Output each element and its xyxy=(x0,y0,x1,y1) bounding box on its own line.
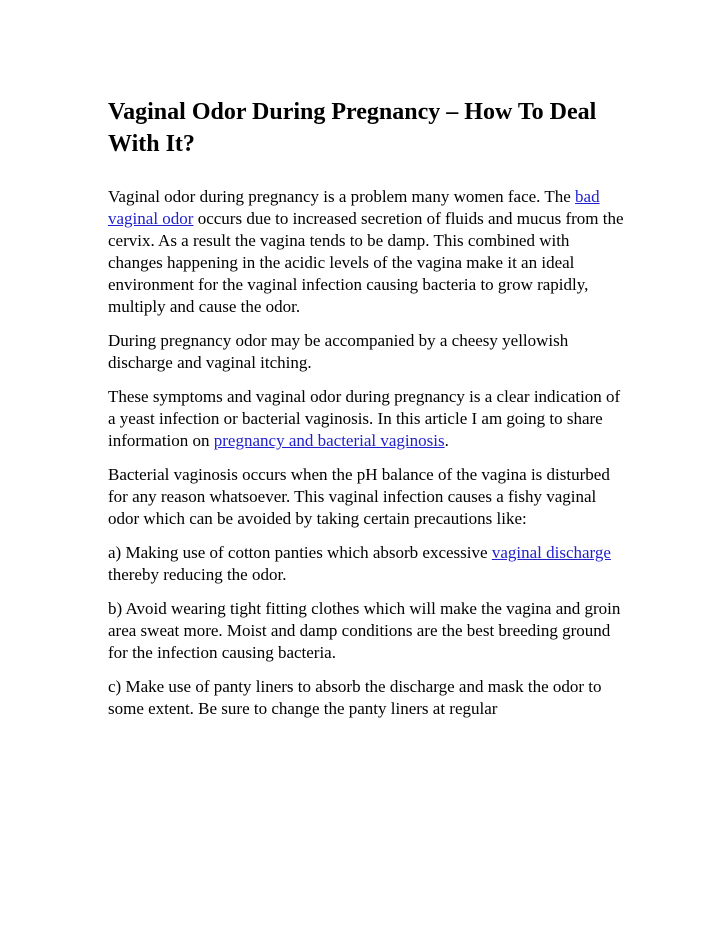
paragraph-symptoms: During pregnancy odor may be accompanied by a cheesy yellowish discharge and vaginal itching. xyxy=(108,331,569,372)
paragraph-text: a) Making use of cotton panties which absorb excessive xyxy=(108,543,492,562)
paragraph-precaution-a xyxy=(108,542,628,586)
paragraph-precaution-c: c) Make use of panty liners to absorb the discharge and mask the odor to some extent. Be sure to change the panty liners at regular xyxy=(108,677,602,718)
paragraph-indication xyxy=(108,386,628,452)
paragraph-text: thereby reducing the odor. xyxy=(108,565,287,584)
paragraph-text: Vaginal odor during pregnancy is a problem many women face. The xyxy=(108,187,576,206)
paragraph-bacterial-vaginosis: Bacterial vaginosis occurs when the pH balance of the vagina is disturbed for any reason whatsoever. This vaginal infection causes a fishy vaginal odor which can be avoided by taking certain precautions like: xyxy=(108,465,610,528)
paragraph-text: . xyxy=(444,431,449,450)
document-page xyxy=(108,96,628,732)
paragraph-precaution-b: b) Avoid wearing tight fitting clothes which will make the vagina and groin area sweat more. Moist and damp conditions are the best breeding ground for the infection causing bacteria. xyxy=(108,599,621,662)
paragraph-text: occurs due to increased secretion of fluids and mucus from the cervix. As a result the vagina tends to be damp. This combined with changes happening in the acidic levels of the vagina make it an ideal environment for the vaginal infection causing bacteria to grow rapidly, multiply and cause the odor. xyxy=(108,209,624,316)
article-title: Vaginal Odor During Pregnancy – How To Deal With It? xyxy=(108,99,597,157)
link-vaginal-discharge[interactable]: vaginal discharge xyxy=(491,543,611,562)
paragraph-text: These symptoms and vaginal odor during pregnancy is a clear indication of a yeast infection or bacterial vaginosis. In this article I am going to share information on xyxy=(108,387,621,450)
link-bad-vaginal-odor[interactable]: bad vaginal odor xyxy=(108,187,600,228)
link-pregnancy-bacterial-vaginosis[interactable]: pregnancy and bacterial vaginosis xyxy=(213,431,445,450)
paragraph-intro xyxy=(108,186,628,318)
